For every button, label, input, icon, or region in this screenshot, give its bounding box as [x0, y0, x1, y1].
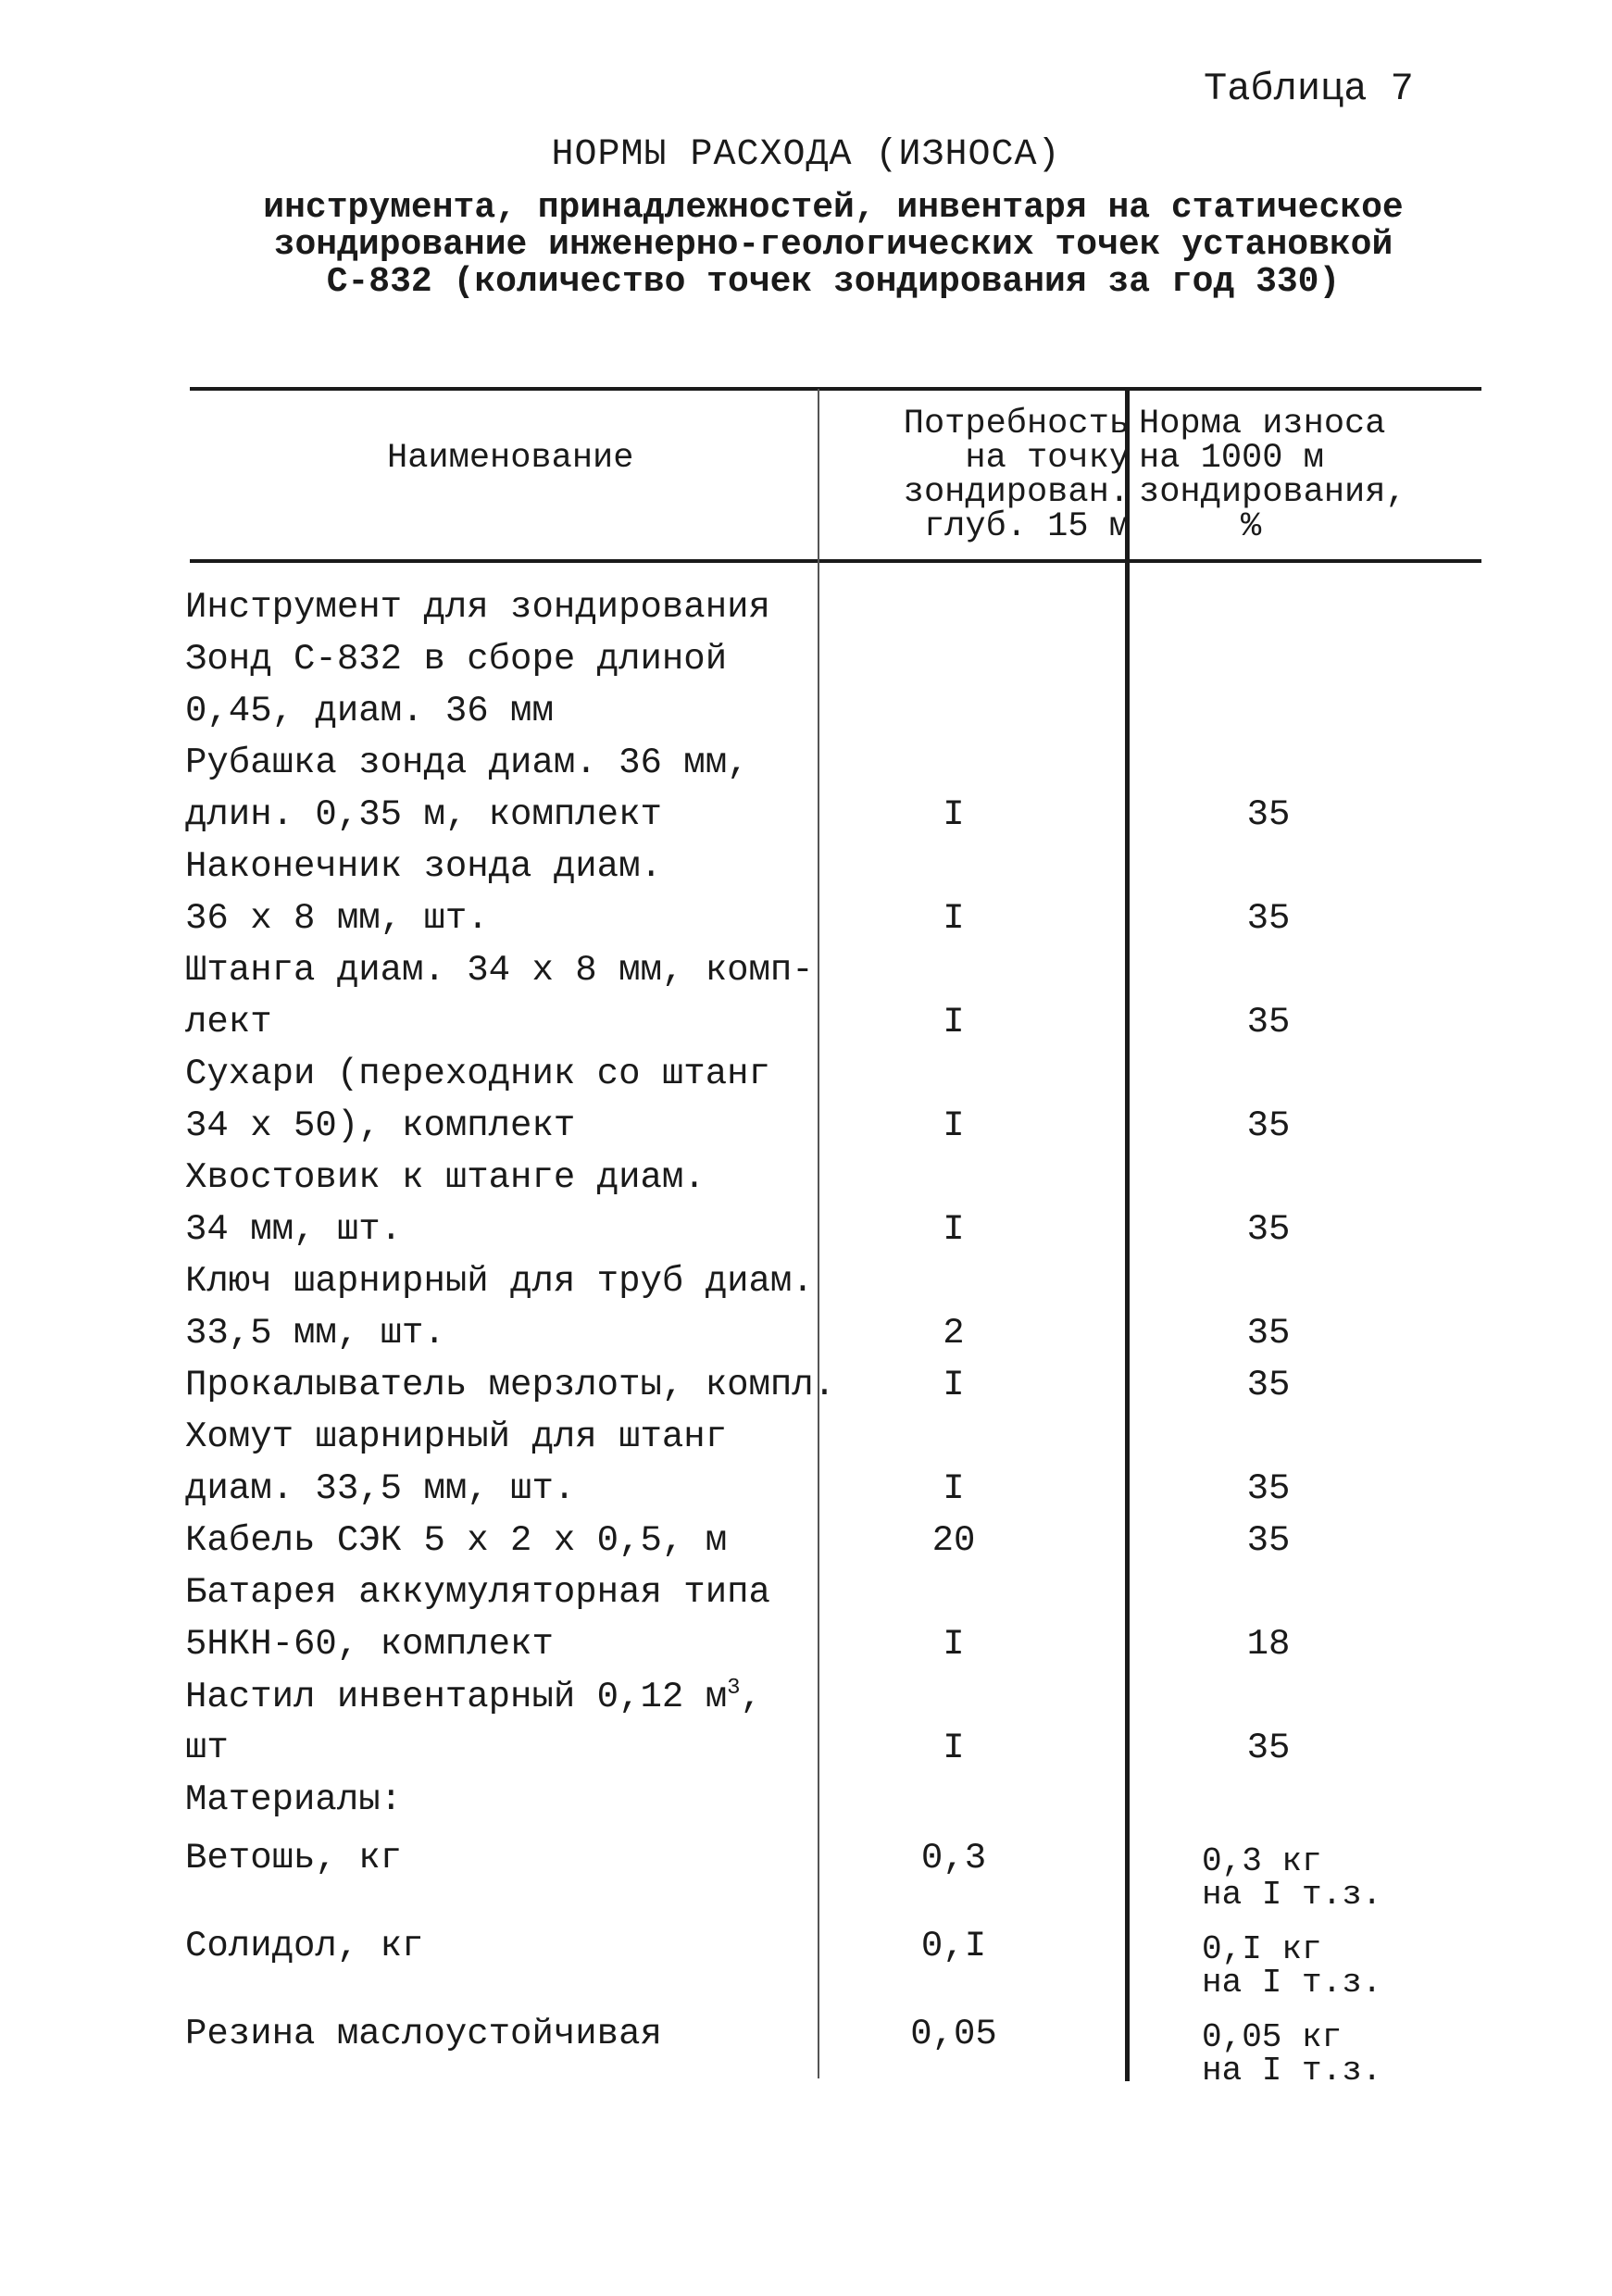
row-name: диам. 33,5 мм, шт.: [185, 1468, 576, 1509]
row-norm: 35: [1246, 1002, 1291, 1042]
row-name: Штанга диам. 34 х 8 мм, комп-: [185, 950, 814, 991]
row-need: I: [943, 1105, 965, 1146]
header-bottom-rule: [190, 559, 1481, 563]
header-norm-line: зондирования,: [1139, 473, 1406, 512]
row-name: Сухари (переходник со штанг: [185, 1054, 770, 1094]
row-norm: 35: [1246, 898, 1291, 939]
row-name: Батарея аккумуляторная типа: [185, 1572, 770, 1613]
material-norm-line: 0,I кг: [1202, 1930, 1322, 1968]
row-norm: 35: [1246, 1468, 1291, 1509]
material-name: Солидол, кг: [185, 1926, 424, 1966]
header-need-line: зондирован.: [903, 473, 1130, 512]
row-need: I: [943, 898, 965, 939]
material-name: Ветошь, кг: [185, 1838, 403, 1878]
subtitle-line: инструмента, принадлежностей, инвентаря на статическое: [263, 188, 1404, 228]
row-name: лект: [185, 1002, 272, 1042]
column-divider-norm: [1125, 387, 1130, 2081]
material-name: Резина маслоустойчивая: [185, 2014, 662, 2054]
row-name-tail: ,: [740, 1677, 762, 1717]
material-need: 0,I: [920, 1926, 987, 1966]
row-name: 36 х 8 мм, шт.: [185, 898, 489, 939]
row-need: I: [943, 1468, 965, 1509]
row-need: I: [943, 1209, 965, 1250]
material-norm-line: на I т.з.: [1202, 1964, 1382, 2002]
row-name: 33,5 мм, шт.: [185, 1313, 445, 1354]
row-name: Зонд С-832 в сборе длиной: [185, 639, 728, 680]
material-norm-line: 0,3 кг: [1202, 1842, 1322, 1880]
table-top-rule: [190, 387, 1481, 391]
row-name: длин. 0,35 м, комплект: [185, 794, 662, 835]
row-need: 20: [931, 1520, 976, 1561]
header-norm-line: %: [1241, 507, 1262, 546]
row-name-superscript: 3: [727, 1676, 741, 1701]
material-norm-line: 0,05 кг: [1202, 2018, 1343, 2056]
row-norm: 35: [1246, 1105, 1291, 1146]
subtitle-line: зондирование инженерно-геологических точек установкой: [273, 225, 1393, 265]
row-norm: 35: [1246, 1520, 1291, 1561]
header-name: Наименование: [387, 439, 634, 478]
row-name: Инструмент для зондирования: [185, 587, 770, 628]
header-norm-line: Норма износа: [1139, 405, 1386, 443]
material-norm-line: на I т.з.: [1202, 1876, 1382, 1914]
row-norm: 35: [1246, 1365, 1291, 1405]
row-name: Материалы:: [185, 1779, 403, 1820]
row-need: I: [943, 794, 965, 835]
row-norm: 35: [1246, 794, 1291, 835]
header-norm: [1139, 407, 1444, 544]
row-name: Кабель СЭК 5 х 2 х 0,5, м: [185, 1520, 728, 1561]
row-need: I: [943, 1002, 965, 1042]
material-need: 0,05: [910, 2014, 997, 2054]
row-need: 2: [943, 1313, 965, 1354]
subtitle-line: С-832 (количество точек зондирования за год 330): [326, 262, 1341, 302]
document-title: НОРМЫ РАСХОДА (ИЗНОСА): [551, 134, 1061, 176]
material-norm-line: на I т.з.: [1202, 2052, 1382, 2090]
row-name: 5НКН-60, комплект: [185, 1624, 554, 1665]
row-norm: 35: [1246, 1313, 1291, 1354]
row-name: Прокалыватель мерзлоты, компл.: [185, 1365, 836, 1405]
header-need: [815, 407, 1130, 544]
document-subtitle: [185, 190, 1481, 301]
table-label: Таблица 7: [1204, 67, 1414, 111]
row-name: Ключ шарнирный для труб диам.: [185, 1261, 814, 1302]
row-norm: 18: [1246, 1624, 1291, 1665]
row-name-text: Настил инвентарный 0,12 м: [185, 1677, 728, 1717]
header-need-line: Потребность: [903, 405, 1130, 443]
row-name: Наконечник зонда диам.: [185, 846, 662, 887]
header-need-line: на точку: [965, 439, 1130, 478]
row-name: 0,45, диам. 36 мм: [185, 691, 554, 731]
row-name: 34 х 50), комплект: [185, 1105, 576, 1146]
row-need: I: [943, 1728, 965, 1768]
row-name: [185, 1676, 762, 1717]
row-need: I: [943, 1365, 965, 1405]
row-norm: 35: [1246, 1728, 1291, 1768]
header-norm-line: на 1000 м: [1139, 439, 1324, 478]
header-need-line: глуб. 15 м: [923, 507, 1130, 546]
row-name: Хомут шарнирный для штанг: [185, 1416, 728, 1457]
row-name: шт: [185, 1728, 229, 1768]
row-name: Рубашка зонда диам. 36 мм,: [185, 742, 749, 783]
row-name: 34 мм, шт.: [185, 1209, 403, 1250]
row-need: I: [943, 1624, 965, 1665]
row-norm: 35: [1246, 1209, 1291, 1250]
material-need: 0,3: [920, 1838, 987, 1878]
row-name: Хвостовик к штанге диам.: [185, 1157, 706, 1198]
